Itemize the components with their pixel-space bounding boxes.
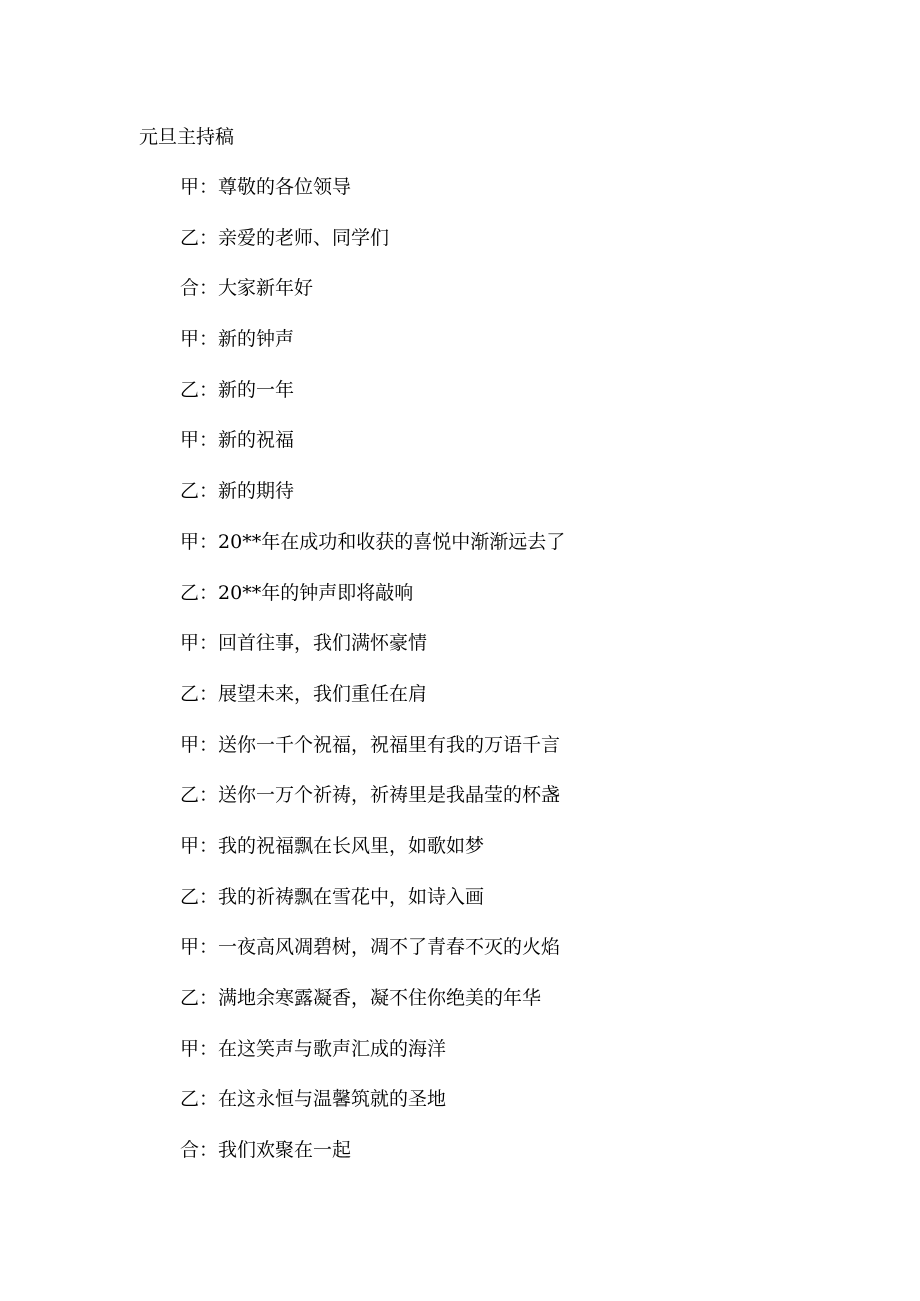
speaker-label: 乙 (180, 987, 200, 1009)
speaker-label: 甲 (180, 429, 200, 452)
line-text: 在这永恒与温馨筑就的圣地 (218, 1088, 447, 1111)
speaker-label: 乙 (180, 784, 200, 807)
script-line (180, 1137, 565, 1188)
line-text: 尊敬的各位领导 (218, 176, 352, 198)
line-text: 新的钟声 (218, 328, 295, 351)
speaker-label: 乙 (180, 480, 200, 503)
line-text: 大家新年好 (218, 277, 314, 300)
speaker-label: 乙 (180, 682, 200, 705)
speaker-colon: ： (199, 328, 219, 351)
speaker-colon: ： (199, 936, 219, 959)
script-line (180, 934, 565, 985)
script-line (180, 377, 565, 428)
speaker-colon: ： (199, 1088, 219, 1111)
speaker-colon: ： (199, 733, 219, 756)
line-text: 我们欢聚在一起 (218, 1139, 352, 1162)
line-text: 在这笑声与歌声汇成的海洋 (218, 1037, 447, 1060)
speaker-colon: ： (199, 176, 219, 198)
speaker-label: 甲 (180, 834, 200, 857)
line-text: 我的祝福飘在长风里，如歌如梦 (218, 834, 485, 857)
speaker-colon: ： (199, 987, 219, 1009)
speaker-colon: ： (199, 682, 219, 705)
speaker-label: 乙 (180, 1088, 200, 1111)
speaker-colon: ： (199, 480, 219, 503)
speaker-label: 乙 (180, 226, 200, 249)
speaker-colon: ： (199, 277, 219, 300)
speaker-colon: ： (199, 834, 219, 857)
script-line (180, 681, 565, 732)
line-text: 一夜高风凋碧树，凋不了青春不灭的火焰 (218, 936, 561, 959)
script-line (180, 1086, 565, 1137)
line-text: 新的期待 (218, 480, 295, 503)
line-text: 新的一年 (218, 378, 295, 401)
speaker-colon: ： (199, 378, 219, 401)
speaker-colon: ： (199, 226, 219, 249)
speaker-colon: ： (199, 885, 219, 908)
speaker-colon: ： (199, 530, 219, 553)
script-line (180, 580, 565, 631)
script-line (180, 275, 565, 326)
speaker-label: 合 (180, 277, 200, 300)
speaker-colon: ： (199, 1139, 219, 1162)
script-line (180, 1036, 565, 1087)
script-line (180, 174, 565, 225)
line-text: 展望未来，我们重任在肩 (218, 682, 428, 705)
speaker-label: 合 (180, 1139, 200, 1162)
speaker-label: 甲 (180, 176, 200, 198)
script-line (180, 478, 565, 529)
speaker-label: 乙 (180, 378, 200, 401)
document-title: 元旦主持稿 (139, 126, 235, 148)
script-line (180, 427, 565, 478)
line-text: 新的祝福 (218, 429, 295, 452)
script-line (180, 732, 565, 783)
line-text: 回首往事，我们满怀豪情 (218, 632, 428, 655)
line-text: 满地余寒露凝香，凝不住你绝美的年华 (218, 987, 542, 1009)
script-line (180, 225, 565, 276)
script-line (180, 884, 565, 935)
speaker-colon: ： (199, 1037, 219, 1060)
speaker-colon: ： (199, 632, 219, 655)
script-line (180, 985, 565, 1036)
line-text: 亲爱的老师、同学们 (218, 226, 390, 249)
line-text: 送你一万个祈祷，祈祷里是我晶莹的杯盏 (218, 784, 561, 807)
speaker-label: 甲 (180, 328, 200, 351)
speaker-label: 甲 (180, 1037, 200, 1060)
speaker-colon: ： (199, 429, 219, 452)
speaker-label: 甲 (180, 632, 200, 655)
script-line (180, 630, 565, 681)
speaker-label: 甲 (180, 530, 200, 553)
speaker-label: 乙 (180, 581, 200, 604)
script-lines (180, 174, 565, 1188)
script-line (180, 833, 565, 884)
script-line (180, 782, 565, 833)
speaker-colon: ： (199, 784, 219, 807)
speaker-label: 乙 (180, 885, 200, 908)
line-text: 送你一千个祝福，祝福里有我的万语千言 (218, 733, 561, 756)
speaker-colon: ： (199, 581, 219, 604)
speaker-label: 甲 (180, 733, 200, 756)
speaker-label: 甲 (180, 936, 200, 959)
line-text: 20**年在成功和收获的喜悦中渐渐远去了 (218, 530, 566, 553)
script-line (180, 529, 565, 580)
line-text: 我的祈祷飘在雪花中，如诗入画 (218, 885, 485, 908)
script-line (180, 326, 565, 377)
line-text: 20**年的钟声即将敲响 (218, 581, 414, 604)
